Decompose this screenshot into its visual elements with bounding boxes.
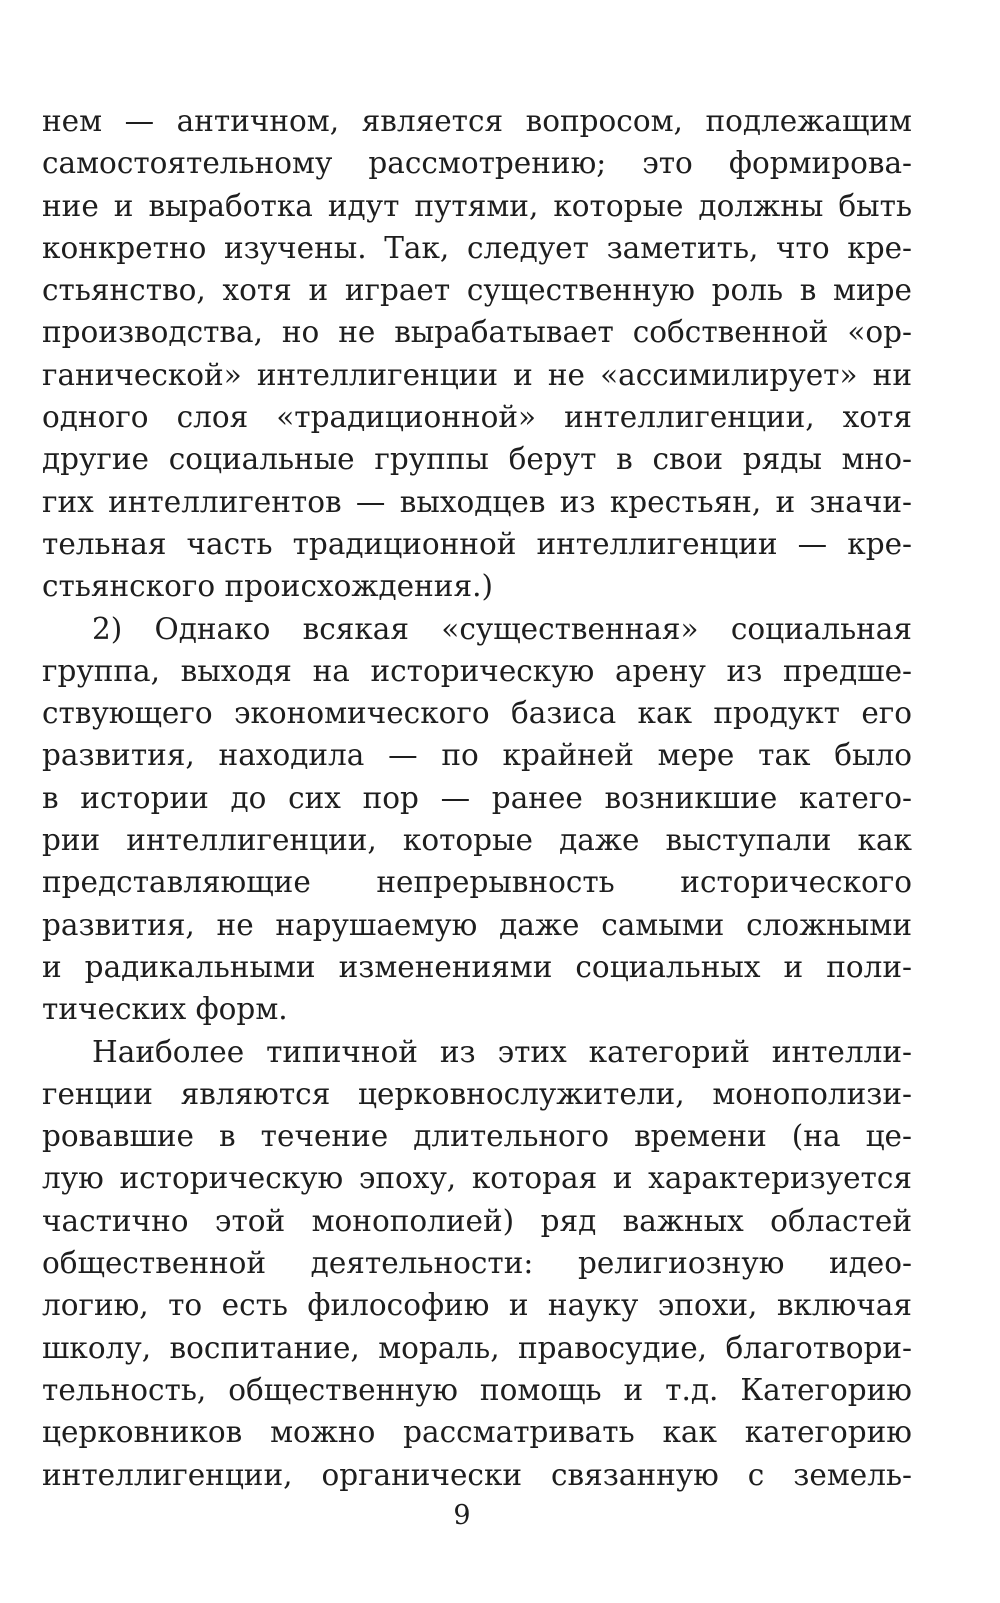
text-line: частично этой монополией) ряд важных областей: [42, 1203, 912, 1238]
text-line: ние и выработка идут путями, которые должны быть: [42, 188, 912, 223]
text-line: представляющие непрерывность исторического: [42, 865, 912, 900]
text-line: лую историческую эпоху, которая и характеризуется: [42, 1161, 912, 1196]
page-number: 9: [453, 1500, 471, 1531]
text-line: производства, но не вырабатывает собственной «ор-: [42, 315, 912, 350]
text-line: развития, находила — по крайней мере так было: [42, 738, 912, 773]
text-line: общественной деятельности: религиозную идео-: [42, 1246, 912, 1281]
body-text: [42, 100, 912, 1496]
text-line: тических форм.: [42, 992, 288, 1027]
text-line: генции являются церковнослужители, монополизи-: [42, 1076, 912, 1111]
text-line: ствующего экономического базиса как продукт его: [42, 696, 912, 731]
text-line: логию, то есть философию и науку эпохи, включая: [42, 1288, 912, 1323]
paragraph-start-line: 2) Однако всякая «существенная» социальная: [92, 611, 912, 646]
text-line: ровавшие в течение длительного времени (на це-: [42, 1119, 912, 1154]
text-line: конкретно изучены. Так, следует заметить, что кре-: [42, 230, 912, 265]
text-line: развития, не нарушаемую даже самыми сложными: [42, 907, 912, 942]
text-line: школу, воспитание, мораль, правосудие, благотвори-: [42, 1330, 912, 1365]
text-line: самостоятельному рассмотрению; это формирова-: [42, 146, 912, 181]
text-line: стьянство, хотя и играет существенную роль в мире: [42, 273, 912, 308]
text-line: интеллигенции, органически связанную с земель-: [42, 1457, 912, 1492]
text-line: ганической» интеллигенции и не «ассимилирует» ни: [42, 357, 912, 392]
text-line: гих интеллигентов — выходцев из крестьян, и значи-: [42, 484, 912, 519]
paragraph-start-line: Наиболее типичной из этих категорий интелли-: [92, 1034, 912, 1069]
text-line: тельная часть традиционной интеллигенции — кре-: [42, 526, 912, 561]
text-line: одного слоя «традиционной» интеллигенции, хотя: [42, 400, 912, 435]
text-line: нем — античном, является вопросом, подлежащим: [42, 104, 912, 138]
text-line: другие социальные группы берут в свои ряды мно-: [42, 442, 912, 477]
text-line: тельность, общественную помощь и т.д. Категорию: [42, 1372, 912, 1407]
text-line: в истории до сих пор — ранее возникшие катего-: [42, 780, 912, 815]
text-line: и радикальными изменениями социальных и поли-: [42, 949, 912, 984]
text-line: группа, выходя на историческую арену из предше-: [42, 653, 912, 688]
text-line: церковников можно рассматривать как категорию: [42, 1415, 912, 1450]
text-line: рии интеллигенции, которые даже выступали как: [42, 823, 912, 858]
text-line: стьянского происхождения.): [42, 569, 493, 604]
